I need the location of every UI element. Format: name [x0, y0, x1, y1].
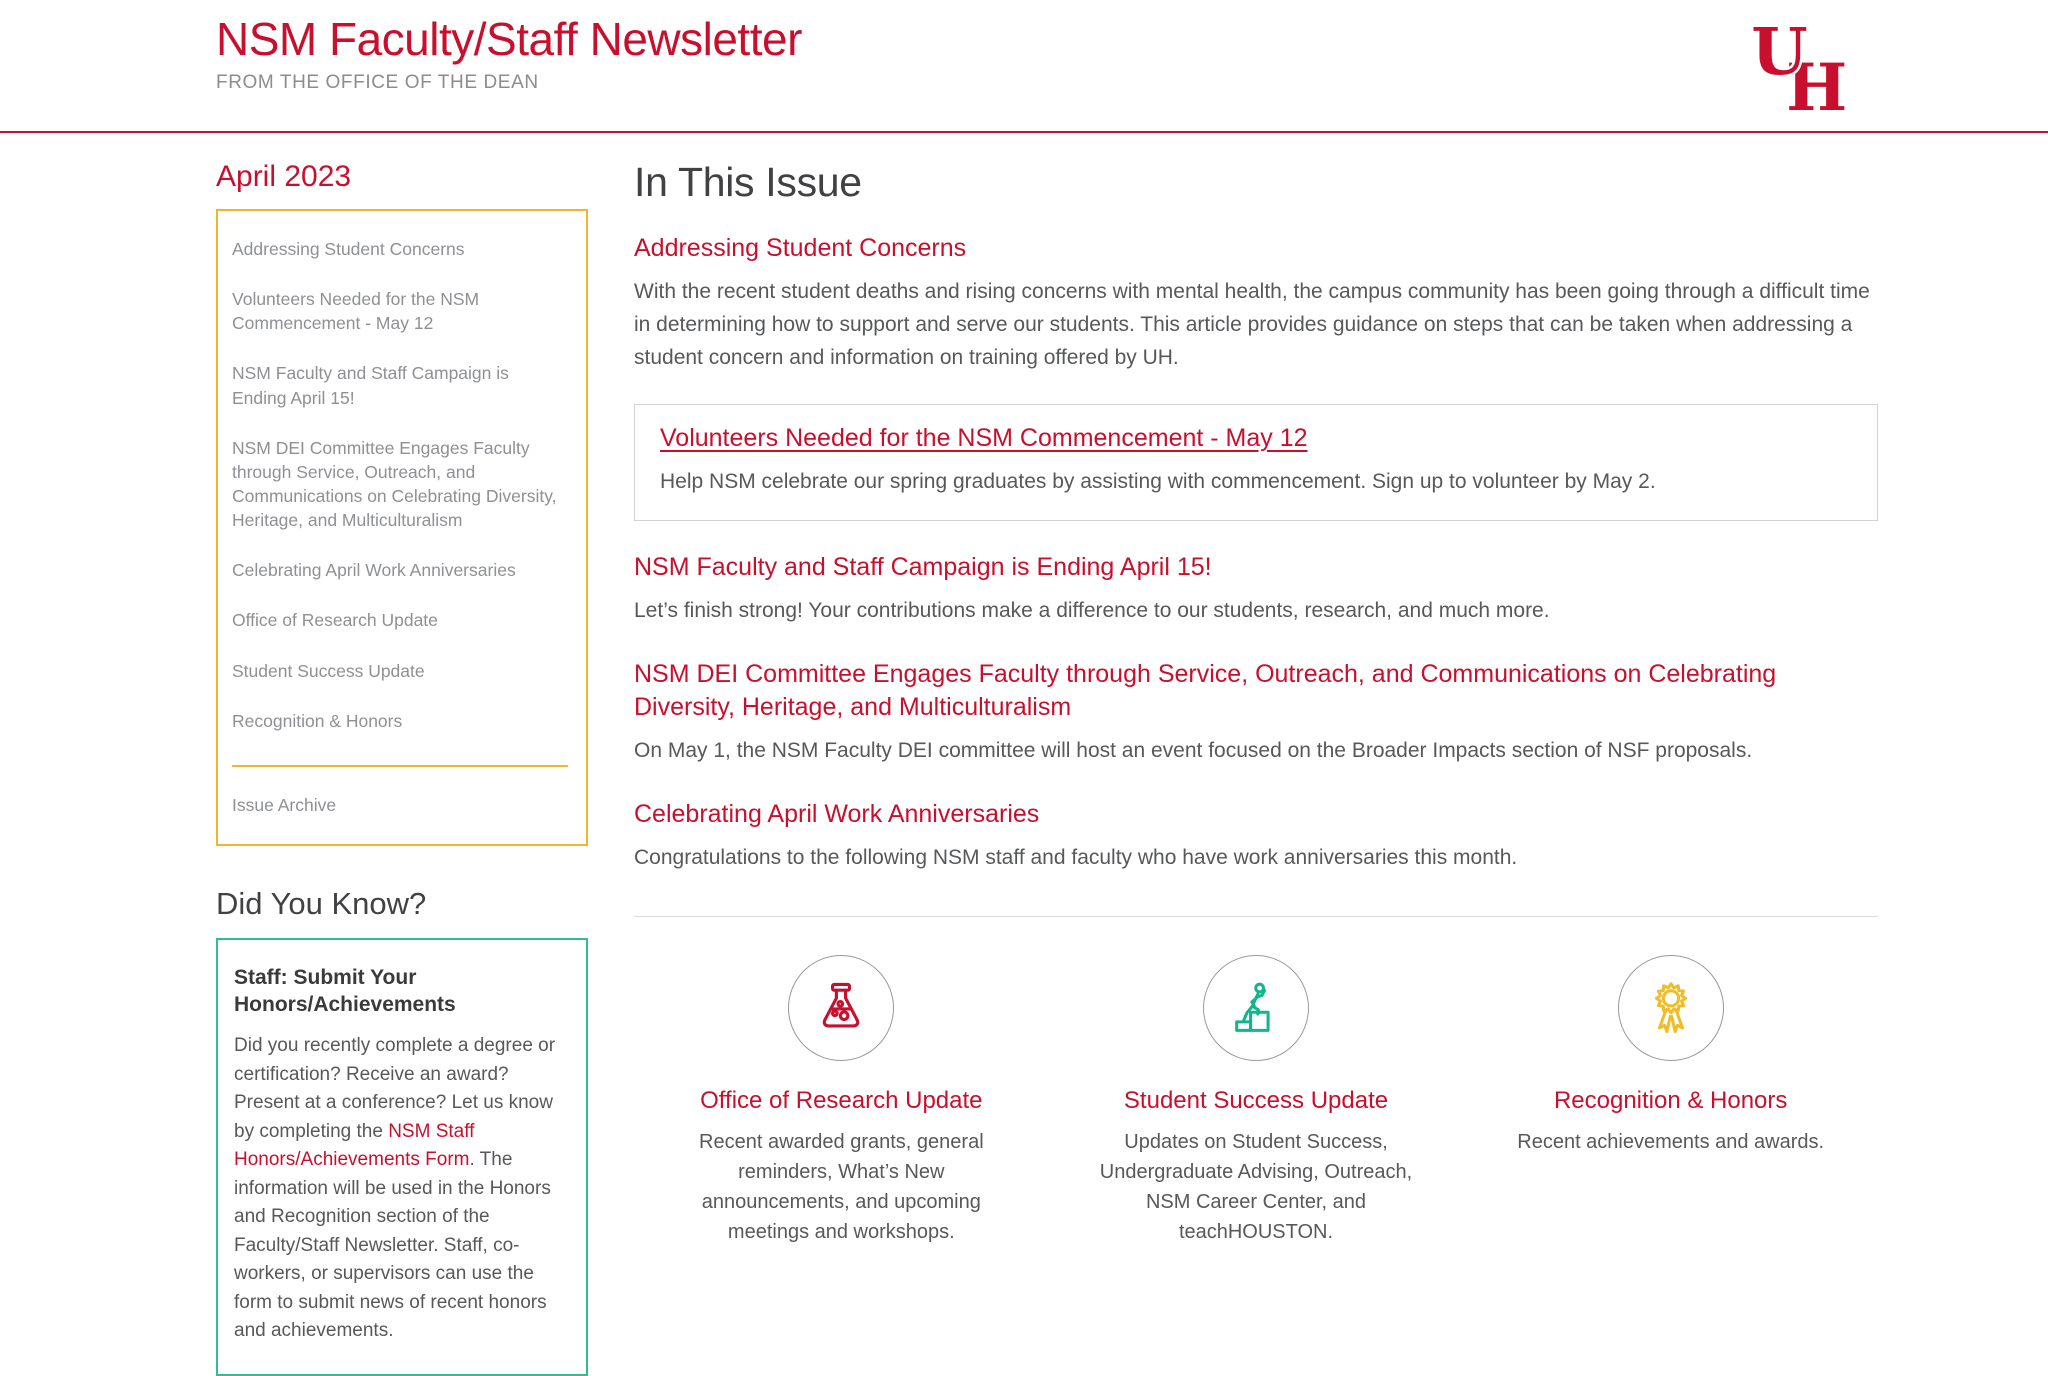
did-you-know-text-before: Did you recently complete a degree or certification? Receive an award? Present at a conference? Let us know by completing the — [234, 1035, 556, 1142]
stairs-person-icon — [1227, 979, 1285, 1037]
feature-description: Recent awarded grants, general reminders, What’s New announcements, and upcoming meetings and workshops. — [699, 1131, 984, 1244]
article-work-anniversaries — [634, 798, 1878, 875]
svg-text:H: H — [1786, 50, 1848, 118]
award-ribbon-icon — [1642, 979, 1700, 1037]
honors-form-link[interactable]: NSM Staff Honors/Achievements Form — [234, 1120, 475, 1171]
article-title[interactable]: Celebrating April Work Anniversaries — [634, 799, 1040, 828]
article-summary: Let’s finish strong! Your contributions make a difference to our students, research, and much more. — [634, 599, 1550, 622]
toc-item-volunteers-needed[interactable]: Volunteers Needed for the NSM Commencement - May 12 — [232, 289, 480, 334]
main-content — [634, 133, 1878, 1247]
research-feature-circle[interactable] — [788, 955, 894, 1061]
article-volunteers-needed — [634, 404, 1878, 521]
feature-office-of-research — [634, 955, 1049, 1247]
svg-text:U: U — [1752, 16, 1808, 90]
did-you-know-box — [216, 938, 588, 1376]
article-summary: With the recent student deaths and rising concerns with mental health, the campus community has been going through a difficult time in determining how to support and serve our students. This article provides guidance on steps that can be taken when addressing a student concern and information on training offered by UH. — [634, 280, 1870, 369]
toc-item-campaign-ending[interactable]: NSM Faculty and Staff Campaign is Ending April 15! — [232, 363, 509, 408]
toc-item-office-of-research[interactable]: Office of Research Update — [232, 610, 438, 631]
feature-recognition-honors — [1463, 955, 1878, 1247]
toc-list — [232, 237, 568, 733]
features-divider — [634, 916, 1878, 917]
article-summary: On May 1, the NSM Faculty DEI committee will host an event focused on the Broader Impacts section of NSF proposals. — [634, 738, 1753, 762]
feature-description: Recent achievements and awards. — [1517, 1131, 1825, 1154]
in-this-issue-heading: In This Issue — [634, 159, 862, 205]
header — [0, 0, 2048, 131]
article-addressing-student-concerns — [634, 232, 1878, 374]
features-row — [634, 955, 1878, 1247]
uh-logo-icon — [1752, 16, 1850, 118]
feature-student-success — [1049, 955, 1464, 1247]
page-subtitle: FROM THE OFFICE OF THE DEAN — [216, 71, 539, 93]
article-title-link[interactable]: Volunteers Needed for the NSM Commencement - May 12 — [660, 424, 1308, 453]
toc-item-work-anniversaries[interactable]: Celebrating April Work Anniversaries — [232, 560, 516, 581]
feature-title-research[interactable]: Office of Research Update — [700, 1087, 983, 1115]
article-title[interactable]: NSM DEI Committee Engages Faculty through Service, Outreach, and Communications on Celebrating Diversity, Heritage, and Multiculturalism — [634, 659, 1777, 721]
article-summary: Help NSM celebrate our spring graduates by assisting with commencement. Sign up to volunteer by May 2. — [660, 470, 1656, 494]
did-you-know-title: Staff: Submit Your Honors/Achievements — [234, 965, 456, 1017]
student-success-feature-circle[interactable] — [1203, 955, 1309, 1061]
page-title: NSM Faculty/Staff Newsletter — [216, 13, 802, 65]
did-you-know-text-after: . The information will be used in the Honors and Recognition section of the Faculty/Staff Newsletter. Staff, co-workers, or supervisors can use the form to submit news of recent honors and achievements. — [234, 1149, 551, 1342]
feature-title-recognition[interactable]: Recognition & Honors — [1553, 1087, 1788, 1115]
toc-divider — [232, 765, 568, 767]
article-campaign-ending — [634, 551, 1878, 628]
uh-logo[interactable] — [1752, 16, 1850, 118]
issue-date: April 2023 — [216, 160, 352, 193]
table-of-contents — [216, 209, 588, 846]
feature-title-student-success[interactable]: Student Success Update — [1123, 1087, 1389, 1115]
did-you-know-body — [234, 1032, 566, 1346]
article-summary: Congratulations to the following NSM staff and faculty who have work anniversaries this month. — [634, 845, 1518, 869]
toc-item-student-success[interactable]: Student Success Update — [232, 660, 425, 681]
article-dei-committee — [634, 658, 1878, 768]
toc-item-addressing-student-concerns[interactable]: Addressing Student Concerns — [232, 239, 465, 259]
flask-icon — [812, 979, 870, 1037]
article-title[interactable]: Addressing Student Concerns — [634, 234, 967, 262]
sidebar — [216, 133, 588, 1376]
feature-description: Updates on Student Success, Undergraduate Advising, Outreach, NSM Career Center, and teachHOUSTON. — [1099, 1131, 1413, 1244]
toc-item-recognition-honors[interactable]: Recognition & Honors — [232, 710, 403, 731]
did-you-know-heading: Did You Know? — [216, 885, 427, 921]
issue-archive-link[interactable]: Issue Archive — [232, 794, 337, 815]
article-title[interactable]: NSM Faculty and Staff Campaign is Ending April 15! — [634, 553, 1212, 581]
toc-item-dei-committee[interactable]: NSM DEI Committee Engages Faculty through Service, Outreach, and Communications on Celebrating Diversity, Heritage, and Multiculturalism — [232, 437, 557, 531]
recognition-feature-circle[interactable] — [1618, 955, 1724, 1061]
